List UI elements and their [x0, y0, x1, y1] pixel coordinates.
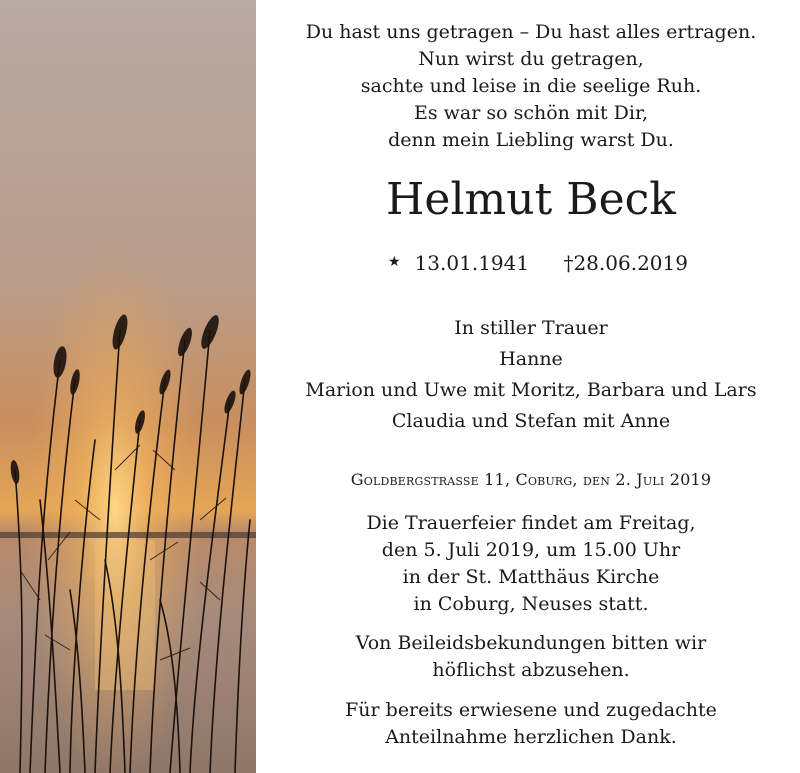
poem [262, 19, 800, 154]
mourners-intro: In stiller Trauer [454, 317, 608, 339]
obituary-text [262, 0, 800, 773]
mourner-name: Hanne [499, 348, 563, 370]
service-line: Die Trauerfeier findet am Freitag, [366, 512, 696, 534]
poem-line: Nun wirst du getragen, [418, 48, 644, 70]
service-line: in Coburg, Neuses statt. [413, 593, 649, 615]
death-date: †28.06.2019 [563, 251, 688, 275]
birth-date-group [374, 248, 529, 277]
funeral-service-info [262, 510, 800, 618]
sunset-reeds-photo [0, 0, 256, 773]
service-line: den 5. Juli 2019, um 15.00 Uhr [381, 539, 681, 561]
mourner-name: Claudia und Stefan mit Anne [391, 410, 671, 432]
mourners [262, 313, 800, 437]
poem-line: sachte und leise in die seelige Ruh. [360, 75, 702, 97]
address-date-line: Goldbergstrasse 11, Coburg, den 2. Juli 2019 [350, 470, 712, 489]
thanks-note [262, 697, 800, 751]
condolence-note [262, 630, 800, 684]
life-dates [262, 248, 800, 277]
poem-line: Es war so schön mit Dir, [413, 102, 649, 124]
service-line: in der St. Matthäus Kirche [402, 566, 660, 588]
deceased-name: Helmut Beck [386, 174, 676, 225]
birth-date: 13.01.1941 [414, 251, 530, 275]
mourner-name: Marion und Uwe mit Moritz, Barbara und Lars [305, 379, 757, 401]
poem-line: Du hast uns getragen – Du hast alles ertragen. [305, 21, 757, 43]
poem-line: denn mein Liebling warst Du. [388, 129, 674, 151]
star-icon: ★ [388, 254, 401, 270]
condolence-line: Von Beileidsbekundungen bitten wir [355, 632, 707, 654]
condolence-line: höflichst abzusehen. [432, 659, 630, 681]
thanks-line: Für bereits erwiesene und zugedachte [345, 699, 717, 721]
thanks-line: Anteilnahme herzlichen Dank. [385, 726, 677, 748]
sunset-reeds-illustration [0, 0, 256, 773]
